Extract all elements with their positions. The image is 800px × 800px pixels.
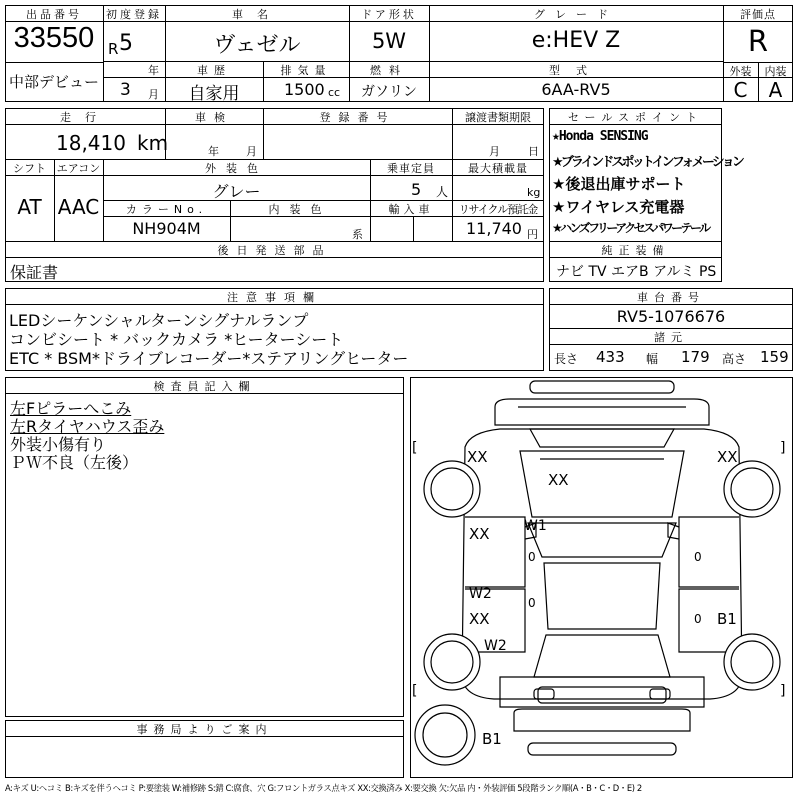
later-parts-label: 後日発送部品 <box>217 244 332 257</box>
later-parts: 保証書 <box>10 263 59 282</box>
ext-color-label: 外装色 <box>205 162 268 175</box>
inspector-line-4: ＰＷ不良（左後） <box>10 453 139 472</box>
mark-zero-4: 0 <box>694 612 702 626</box>
history-label: 車歴 <box>197 64 231 77</box>
fuel-label: 燃料 <box>370 64 408 77</box>
month-unit: 月 <box>148 88 159 101</box>
height: 159 <box>760 348 789 366</box>
mark-rear-left-door: XX <box>469 610 490 628</box>
sales-point-4: ★ワイヤレス充電器 <box>552 198 685 216</box>
equipment: ナビ TV エアB アルミ PS <box>556 264 717 280</box>
mark-bracket-fr: ] <box>780 440 786 456</box>
inspection-month-unit: 月 <box>246 145 257 158</box>
max-load-unit: kg <box>527 186 541 199</box>
color-no: NH904M <box>132 219 201 238</box>
width-label: 幅 <box>646 352 659 366</box>
equipment-label: 純正装備 <box>601 244 670 257</box>
mark-zero-2: 0 <box>528 596 536 610</box>
sales-point-1: ★Honda SENSING <box>552 129 648 144</box>
height-label: 高さ <box>722 352 747 366</box>
mark-zero-3: 0 <box>694 550 702 564</box>
length: 433 <box>596 348 625 366</box>
width: 179 <box>681 348 710 366</box>
mark-bracket-rr: ] <box>780 683 786 699</box>
sales-point-5: ★ハンズフリーアクセスパワーテール <box>552 221 709 235</box>
ac: AAC <box>57 195 100 219</box>
int-color-suffix: 系 <box>352 228 363 241</box>
displacement-label: 排気量 <box>280 64 332 77</box>
grade-label: グレード <box>534 8 618 21</box>
model-label: 型式 <box>549 64 603 77</box>
recycle-label: リサイクル預託金 <box>458 203 538 216</box>
max-load-label: 最大積載量 <box>468 162 528 175</box>
door-label: ドア形状 <box>361 8 417 21</box>
sales-point-2: ★ブラインドスポットインフォメーション <box>552 155 743 170</box>
car-name-label: 車名 <box>232 8 282 21</box>
sales-points-label: セールスポイント <box>567 111 703 124</box>
inspection-year-unit: 年 <box>208 145 219 158</box>
history: 自家用 <box>188 84 240 104</box>
mark-w2-rear-door: W2 <box>469 586 492 602</box>
inspector-line-1: 左Fピラーへこみ <box>10 399 132 418</box>
import-label: 輸入車 <box>388 203 434 216</box>
sales-point-3: ★後退出庫サポート <box>552 175 686 193</box>
exterior-score: C <box>733 78 748 102</box>
interior-score: A <box>768 78 783 102</box>
mark-zero-1: 0 <box>528 550 536 564</box>
notes-label: 注意事項欄 <box>227 291 322 304</box>
first-reg-label: 初度登録 <box>106 8 162 21</box>
dims-label: 諸元 <box>654 331 688 344</box>
region-label: 中部デビュー <box>8 73 99 91</box>
score: R <box>747 24 769 58</box>
fuel: ガソリン <box>361 84 417 100</box>
mark-front-left-door: XX <box>469 525 490 543</box>
mark-b1-right: B1 <box>717 610 737 628</box>
grade: e:HEV Z <box>531 28 621 53</box>
mark-w1: W1 <box>524 518 547 534</box>
chassis-number: RV5-1076676 <box>616 307 726 326</box>
mark-fl-wheel: XX <box>467 448 488 466</box>
mileage-unit: km <box>137 131 169 155</box>
score-label: 評価点 <box>740 8 776 21</box>
mark-hood: XX <box>548 471 569 489</box>
capacity: 5 <box>411 180 422 199</box>
mark-bracket-rl: [ <box>412 683 418 699</box>
transfer-month-unit: 月 <box>489 145 500 158</box>
mark-b1-spare: B1 <box>482 730 502 748</box>
inspection-label: 車検 <box>195 111 233 124</box>
notes-line-1: LEDシーケンシャルターンシグナルランプ <box>9 311 309 330</box>
mark-w2-rear: W2 <box>484 638 507 654</box>
recycle-amount: 11,740 <box>466 219 522 238</box>
exterior-label: 外装 <box>729 65 752 78</box>
capacity-label: 乗車定員 <box>387 162 435 175</box>
door-type: 5W <box>371 29 407 53</box>
int-color-label: 内装色 <box>268 203 332 216</box>
car-diagram <box>410 377 793 778</box>
inspector-line-3: 外装小傷有り <box>10 435 107 454</box>
length-label: 長さ <box>554 352 579 366</box>
lot-label: 出品番号 <box>26 8 82 21</box>
notes-line-2: コンビシート * バックカメラ *ヒーターシート <box>9 330 344 349</box>
mark-fr-wheel: XX <box>717 448 738 466</box>
capacity-unit: 人 <box>436 185 449 199</box>
chassis-label: 車台番号 <box>637 291 705 304</box>
mileage-label: 走行 <box>60 111 110 124</box>
interior-label: 内装 <box>764 65 787 78</box>
era: R <box>108 40 119 58</box>
legend: A:キズ U:ヘコミ B:キズを伴うヘコミ P:要塗装 W:補修跡 S:錆 C:腐食、穴 G:フロントガラス点キズ XX:交換済み X:要交換 欠:欠品 内・外装評価 5段階ランク順(A・B・C・D・E) 2 <box>5 783 642 793</box>
mark-bracket-fl: [ <box>412 440 418 456</box>
ext-color: グレー <box>212 182 261 201</box>
first-reg-month: 3 <box>120 80 131 100</box>
shift: AT <box>17 195 42 219</box>
color-no-label: カラーNo. <box>125 203 208 216</box>
mileage: 18,410 <box>56 131 126 155</box>
car-name: ヴェゼル <box>213 33 301 58</box>
displacement: 1500 <box>284 80 325 99</box>
transfer-label: 譲渡書類期限 <box>465 111 531 124</box>
inspector-line-2: 左Rタイヤハウス歪み <box>10 417 165 436</box>
transfer-day-unit: 日 <box>528 145 539 158</box>
office-label: 事務局よりご案内 <box>136 723 273 736</box>
displacement-unit: cc <box>328 86 341 99</box>
ac-label: エアコン <box>56 162 101 175</box>
model: 6AA-RV5 <box>541 80 611 99</box>
registration-label: 登録番号 <box>319 111 396 124</box>
inspector-label: 検査員記入欄 <box>153 380 256 393</box>
first-reg-year: 5 <box>119 31 133 56</box>
shift-label: シフト <box>13 162 46 175</box>
year-unit: 年 <box>148 64 159 77</box>
notes-line-3: ETC * BSM*ドライブレコーダー*ステアリングヒーター <box>9 349 409 368</box>
recycle-unit: 円 <box>527 228 538 241</box>
lot-number: 33550 <box>13 22 95 54</box>
